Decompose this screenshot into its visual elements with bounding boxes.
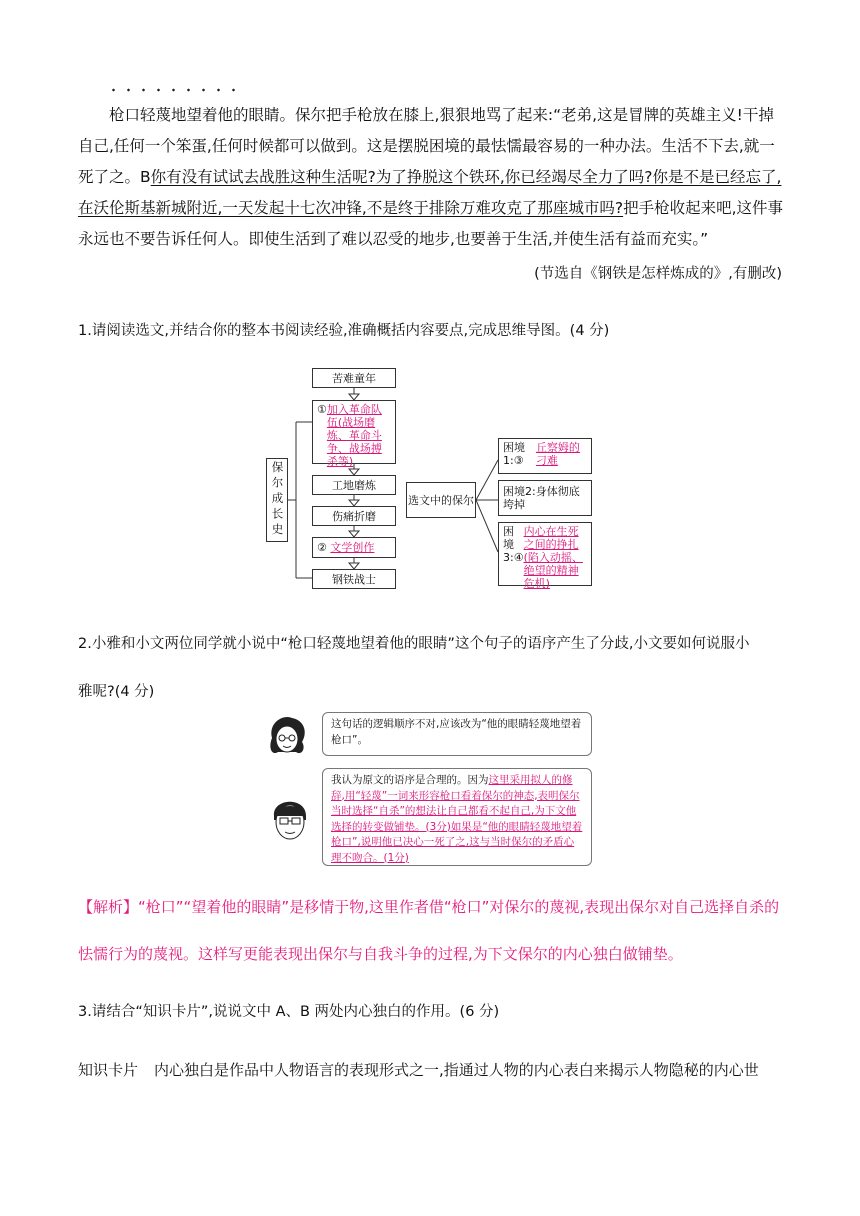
- passage-text-1: 枪口轻蔑地望着他的眼睛。保尔把手枪放在膝上,狠狠地骂了起来:“老弟,这是冒牌的英雄主义!干掉自己,任何一个笨蛋,任何时候都可以做到。这是摆脱困境的最怯懦最容易的一种办法。生活不下去,就一死了之。: [78, 106, 775, 186]
- question-3: 3.请结合“知识卡片”,说说文中 A、B 两处内心独白的作用。(6 分): [78, 1004, 500, 1020]
- emphasis-dots: [106, 88, 246, 92]
- stage-answer-1: [312, 400, 396, 468]
- stage-steel-warrior: 钢铁战士: [312, 569, 396, 589]
- question-1: 1.请阅读选文,并结合你的整本书阅读经验,准确概括内容要点,完成思维导图。(4 分): [78, 323, 610, 339]
- analysis-tag: 【解析】: [78, 898, 139, 916]
- analysis-block: [78, 884, 790, 978]
- stage-childhood: 苦难童年: [312, 368, 396, 388]
- passage-paragraph: [78, 100, 786, 255]
- knowledge-card-text: 内心独白是作品中人物语言的表现形式之一,指通过人物的内心表白来揭示人物隐秘的内心世: [154, 1061, 759, 1079]
- question-2: [78, 620, 788, 716]
- stage-injury: 伤痛折磨: [312, 506, 396, 526]
- analysis-text: “枪口”“望着他的眼睛”是移情于物,这里作者借“枪口”对保尔的蔑视,表现出保尔对自己选择自杀的怯懦行为的蔑视。这样写更能表现出保尔与自我斗争的过程,为下文保尔的内心独白做铺垫。: [78, 898, 780, 963]
- answer-1-text: 加入革命队伍(战场磨炼、革命斗争、战场搏杀等): [326, 403, 382, 468]
- mind-map-center: 选文中的保尔: [406, 482, 476, 518]
- stage-answer-2: [312, 537, 396, 558]
- dilemma-1-answer: 丘察姆的刁难: [535, 441, 580, 467]
- question-2-line-2: 雅呢?(4 分): [78, 684, 155, 700]
- question-2-line-1: 2.小雅和小文两位同学就小说中“枪口轻蔑地望着他的眼睛”这个句子的语序产生了分歧,小文要如何说服小: [78, 636, 750, 652]
- boy-avatar-icon: [266, 792, 312, 848]
- dilemma-1: [498, 438, 592, 474]
- dilemma-1-label: 困境1:③: [503, 441, 525, 467]
- dilemma-3-label: 困境3:④: [503, 525, 524, 564]
- dilemma-3-answer: 内心在生死之间的挣扎(陷入动摇、绝望的精神危机): [523, 525, 583, 590]
- answer-2-text: 文学创作: [330, 541, 375, 554]
- mind-map-root: 保尔成长史: [266, 458, 288, 542]
- marker-b: B: [140, 168, 151, 186]
- stage-construction: 工地磨炼: [312, 475, 396, 495]
- source-note: (节选自《钢铁是怎样炼成的》,有删改): [534, 266, 782, 282]
- bubble-2-plain: 我认为原文的语序是合理的。因为: [331, 774, 489, 786]
- knowledge-card: [78, 1059, 790, 1080]
- bubble-2-answer: 这里采用拟人的修辞,用“轻蔑”一词来形容枪口看着保尔的神态,表明保尔当时选择“自杀”的想法让自己都看不起自己,为下文他选择的转变做铺垫。(3分)如果是“他的眼睛轻蔑地望着枪口”,说明他已决心一死了之,这与当时保尔的矛盾心理不吻合。(1分): [331, 774, 583, 864]
- answer-1-number: ①: [317, 403, 327, 416]
- dilemma-2: 困境2:身体彻底垮掉: [498, 480, 592, 516]
- dilemma-3: [498, 522, 592, 590]
- passage-underlined-monologue: 你有没有试试去战胜这种生活呢?为了挣脱这个铁环,你已经竭尽全力了吗?你是不是已经忘了,在沃伦斯基新城附近,一天发起十七次冲锋,不是终于排除万难攻克了那座城市吗?: [78, 168, 782, 217]
- knowledge-card-label: 知识卡片: [78, 1061, 139, 1079]
- mind-map: [266, 364, 596, 594]
- girl-avatar-icon: [262, 712, 312, 762]
- speech-bubble-boy: [322, 768, 592, 866]
- answer-2-number: ②: [317, 541, 327, 554]
- speech-bubble-girl: 这句话的逻辑顺序不对,应该改为“他的眼睛轻蔑地望着枪口”。: [322, 712, 592, 756]
- passage-text-2: 把手枪收起来吧,这件事永远也不要告诉任何人。即使生活到了难以忍受的地步,也要善于生活,并使生活有益而充实。”: [78, 199, 784, 248]
